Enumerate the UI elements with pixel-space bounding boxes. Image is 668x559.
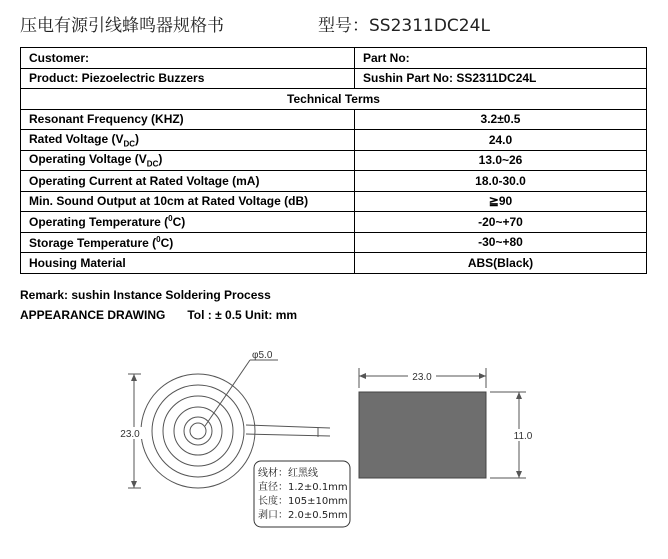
param-text: Storage Temperature ( [29,235,157,250]
param-subscript: DC [123,138,136,148]
param-cell [21,109,355,130]
value-cell: 18.0-30.0 [355,171,647,192]
diameter-dim-label: 23.0 [120,429,140,440]
value-cell: 3.2±0.5 [355,109,647,130]
table-row [21,253,647,274]
arrow-head [359,373,366,379]
wire-black [246,434,330,436]
param-text: ) [135,131,140,146]
value-cell: ≧90 [355,191,647,212]
param-cell [21,253,355,274]
param-text: Resonant Frequency (KHZ) [29,112,184,127]
table-row [21,48,647,69]
table-row [21,68,647,89]
document-title: 压电有源引线蜂鸣器规格书 [20,16,224,36]
remark-text: Remark: sushin Instance Soldering Process [20,288,271,302]
width-dim-label: 23.0 [412,372,432,383]
table-row [21,109,647,130]
customer-label: Customer: [21,48,355,69]
appearance-drawing [0,330,668,559]
param-text: Min. Sound Output at 10cm at Rated Voltage (dB) [29,194,309,209]
spec-table [20,47,647,274]
arrow-head [516,471,522,478]
value-cell: -30~+80 [355,232,647,253]
table-row [21,191,647,212]
ring-circle [152,385,244,477]
arrow-head [516,392,522,399]
table-row [21,171,647,192]
height-dim-label: 11.0 [513,431,533,442]
param-text: Operating Temperature ( [29,215,169,230]
section-title: Technical Terms [21,89,647,110]
param-text: C) [160,235,174,250]
table-row [21,232,647,253]
param-cell [21,191,355,212]
param-text: ) [158,152,163,167]
param-cell [21,130,355,151]
wire-note: 长度：105±10mm [258,496,348,507]
param-cell [21,171,355,192]
arrow-head [131,481,137,488]
product-label: Product: Piezoelectric Buzzers [21,68,355,89]
param-superscript: 0 [156,234,161,244]
table-row [21,89,647,110]
center-hole [190,423,206,439]
param-text: Rated Voltage (V [29,131,124,146]
ring-circle [174,407,222,455]
value-cell: -20~+70 [355,212,647,233]
appearance-heading [20,308,297,322]
value-cell: 13.0~26 [355,150,647,171]
hole-leader-line [205,360,250,426]
param-cell [21,150,355,171]
value-cell: ABS(Black) [355,253,647,274]
arrow-head [479,373,486,379]
hole-dim-label: φ5.0 [252,350,273,361]
param-text: Operating Voltage (V [29,152,147,167]
param-cell [21,212,355,233]
param-superscript: 0 [168,214,173,224]
value-cell: 24.0 [355,130,647,151]
table-row [21,212,647,233]
param-cell [21,232,355,253]
wire-note: 直径：1.2±0.1mm [258,482,348,493]
appearance-label: APPEARANCE DRAWING [20,308,166,322]
arrow-head [131,374,137,381]
wire-note: 剥口：2.0±0.5mm [258,510,348,521]
wire-red [246,425,330,428]
param-text: C) [172,215,186,230]
table-row [21,130,647,151]
part-no-label: Part No: [355,48,647,69]
param-text: Operating Current at Rated Voltage (mA) [29,173,260,188]
table-row [21,150,647,171]
buzzer-side-view [359,392,486,478]
param-text: Housing Material [29,255,126,270]
wire-note: 线材：红黑线 [258,468,318,479]
param-subscript: DC [146,159,159,169]
outer-circle [141,374,255,488]
sushin-part-label: Sushin Part No: SS2311DC24L [355,68,647,89]
model-number: 型号：SS2311DC24L [318,16,490,36]
tolerance-text: Tol : ± 0.5 Unit: mm [187,308,298,322]
